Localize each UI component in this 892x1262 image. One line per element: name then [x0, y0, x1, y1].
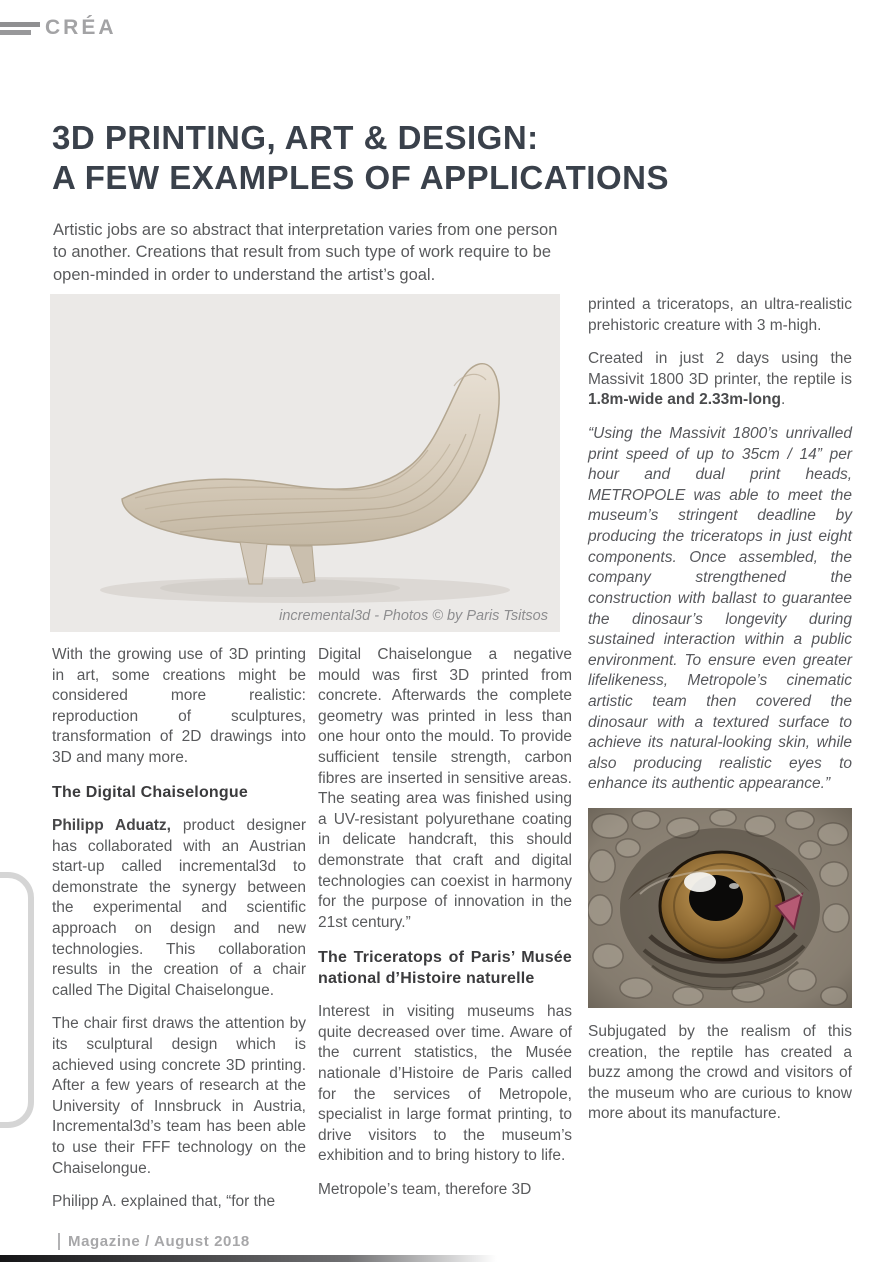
column-middle [318, 645, 572, 1214]
eye-illustration [588, 808, 852, 1008]
triceratops-eye-photo [588, 808, 852, 1008]
paragraph: With the growing use of 3D printing in art, some creations might be considered more realistic: reproduction of sculptures, transformation of 2D drawings into 3D and many more. [52, 646, 306, 767]
dimensions-bold: 1.8m-wide and 2.33m-long [588, 391, 781, 409]
footer-text: Magazine / August 2018 [68, 1233, 250, 1250]
paragraph: Interest in visiting museums has quite decreased over time. Aware of the current statistics, the Musée nationale d’Histoire de Paris called for the services of Metropole, specialist in large format printing, to drive visitors to the museum’s exhibition and to bring history to life. [318, 1003, 572, 1165]
paragraph: printed a triceratops, an ultra-realistic prehistoric creature with 3 m-high. [588, 296, 852, 334]
column-left [52, 645, 306, 1226]
footer-divider [58, 1233, 60, 1250]
paragraph: The chair first draws the attention by its sculptural design which is achieved using concrete 3D printing. After a few years of research at the University of Innsbruck in Austria, Incremental3d’s team has been able to use their FFF technology on the Chaiselongue. [52, 1015, 306, 1177]
section-label: CRÉA [45, 16, 117, 39]
intro-paragraph: Artistic jobs are so abstract that interpretation varies from one person to another. Creations that result from such type of work require to be open-minded in order to understand the artist’s goal. [53, 221, 558, 284]
heading-digital-chaiselongue: The Digital Chaiselongue [52, 783, 248, 801]
paragraph [588, 349, 852, 411]
chaise-photo [50, 294, 560, 632]
paragraph [52, 816, 306, 1001]
page-title [52, 118, 669, 197]
page-title-line2: A FEW EXAMPLES OF APPLICATIONS [52, 158, 669, 196]
paragraph-text: . [780, 391, 786, 409]
paragraph: Digital Chaiselongue a negative mould was first 3D printed from concrete. Afterwards the complete geometry was printed in less than one hour onto the mould. To provide sufficient tensile strength, carbon fibres are inserted in sensitive areas. The seating area was finished using a UV-resistant polyurethane coating in delicate handcraft, this should demonstrate that craft and digital technologies can coexist in harmony for the purpose of innovation in the 21st century.” [318, 646, 572, 931]
page-title-line1: 3D PRINTING, ART & DESIGN: [52, 119, 539, 157]
author-name: Philipp Aduatz, [52, 816, 171, 834]
chaise-photo-caption: incremental3d - Photos © by Paris Tsitsos [279, 608, 548, 624]
bottom-gradient-bar [0, 1255, 497, 1262]
page-edge-bracket [0, 872, 34, 1128]
section-bars-icon [0, 22, 40, 35]
paragraph-text: product designer has collaborated with an Austrian start-up called incremental3d to demonstrate the synergy between the experimental and scientific approach on design and new technologies. This collaboration results in the creation of a chair called The Digital Chaiselongue. [52, 816, 306, 999]
paragraph: Subjugated by the realism of this creation, the reptile has created a buzz among the crowd and visitors of the museum who are curious to know more about its manufacture. [588, 1023, 852, 1123]
masthead [0, 16, 117, 40]
heading-triceratops: The Triceratops of Paris’ Musée national d’Histoire naturelle [318, 948, 572, 987]
chaise-illustration [50, 294, 560, 632]
pull-quote: “Using the Massivit 1800’s unrivalled print speed of up to 35cm / 14” per hour and dual print heads, METROPOLE was able to meet the museum’s stringent deadline by producing the triceratops in just eight components. Once assembled, the company strengthened the construction with ballast to guarantee the dinosaur’s longevity during sustained interaction within a public environment. To ensure even greater lifelikeness, Metropole’s cinematic artistic team then covered the dinosaur with a textured surface to achieve its natural-looking skin, while also producing realistic eyes to enhance its authentic appearance.” [588, 425, 852, 793]
paragraph-text: Created in just 2 days using the Massivit 1800 3D printer, the reptile is [588, 350, 852, 388]
column-right [588, 295, 852, 1138]
paragraph: Philipp A. explained that, “for the [52, 1193, 276, 1211]
paragraph: Metropole’s team, therefore 3D [318, 1180, 532, 1198]
footer [58, 1233, 250, 1250]
